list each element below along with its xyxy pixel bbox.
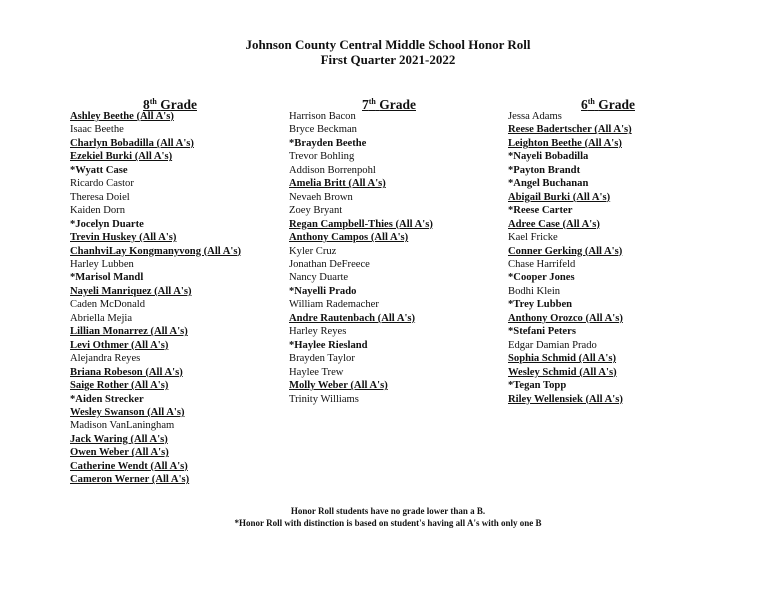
student-name: Harley Reyes: [289, 326, 347, 338]
student-name: Conner Gerking (All A's): [508, 245, 623, 257]
student-name: *Aiden Strecker: [70, 393, 144, 405]
student-name: Chase Harrifeld: [508, 258, 576, 270]
student-name: Levi Othmer (All A's): [70, 339, 169, 351]
student-name: Edgar Damian Prado: [508, 339, 597, 351]
student-name: Riley Wellensiek (All A's): [508, 393, 623, 405]
student-name: Briana Robeson (All A's): [70, 366, 183, 378]
student-name: *Reese Carter: [508, 205, 573, 217]
grade-6-list: [508, 110, 708, 406]
student-name: Abriella Mejia: [70, 312, 133, 324]
grade-8-heading: 8th Grade: [143, 97, 197, 112]
student-name: *Haylee Riesland: [289, 339, 368, 351]
student-name: Nevaeh Brown: [289, 191, 353, 203]
student-name: Abigail Burki (All A's): [508, 191, 611, 203]
grade-7-heading: 7th Grade: [362, 97, 416, 112]
student-name: Adree Case (All A's): [508, 218, 600, 230]
student-name: *Nayeli Bobadilla: [508, 151, 589, 163]
student-name: Amelia Britt (All A's): [289, 178, 386, 190]
student-name: Nayeli Manriquez (All A's): [70, 285, 192, 297]
student-name: Reese Badertscher (All A's): [508, 124, 632, 136]
grade-7-column: [289, 94, 489, 406]
student-name: William Rademacher: [289, 299, 379, 311]
student-name: Theresa Doiel: [70, 191, 130, 203]
student-name: *Brayden Beethe: [289, 137, 367, 149]
student-name: *Payton Brandt: [508, 164, 581, 176]
student-name: Jonathan DeFreece: [289, 258, 370, 270]
student-name: Owen Weber (All A's): [70, 447, 169, 459]
student-name: Zoey Bryant: [289, 205, 343, 217]
student-name: Wesley Swanson (All A's): [70, 406, 185, 418]
student-name: *Trey Lubben: [508, 299, 573, 311]
student-name: Haylee Trew: [289, 366, 344, 378]
student-name: Addison Borrenpohl: [289, 164, 376, 176]
student-name: Catherine Wendt (All A's): [70, 460, 188, 472]
student-name: Molly Weber (All A's): [289, 380, 388, 392]
student-name: Harrison Bacon: [289, 111, 356, 122]
student-name: Anthony Orozco (All A's): [508, 312, 623, 324]
student-name: Alejandra Reyes: [70, 353, 141, 365]
student-name: Wesley Schmid (All A's): [508, 366, 617, 378]
student-name: *Marisol Mandl: [70, 272, 144, 284]
student-name: Kyler Cruz: [289, 245, 337, 257]
student-name: Jack Waring (All A's): [70, 433, 168, 445]
student-name: *Stefani Peters: [508, 326, 576, 338]
student-name: Ricardo Castor: [70, 178, 134, 190]
student-name: Leighton Beethe (All A's): [508, 137, 622, 149]
student-name: Regan Campbell-Thies (All A's): [289, 218, 433, 230]
student-name: Kael Fricke: [508, 232, 558, 244]
student-name: *Jocelyn Duarte: [70, 218, 144, 230]
grade-6-column: [508, 94, 708, 406]
student-name: Madison VanLaningham: [70, 420, 175, 432]
student-name: *Cooper Jones: [508, 272, 575, 284]
grade-7-list: [289, 110, 489, 406]
student-name: Harley Lubben: [70, 258, 134, 270]
student-name: Kaiden Dorn: [70, 205, 126, 217]
student-name: Ezekiel Burki (All A's): [70, 151, 173, 163]
student-name: *Wyatt Case: [70, 164, 128, 176]
student-name: Andre Rautenbach (All A's): [289, 312, 416, 324]
student-name: *Nayelli Prado: [289, 285, 357, 297]
student-name: *Tegan Topp: [508, 380, 567, 392]
student-name: *Angel Buchanan: [508, 178, 589, 190]
student-name: Trinity Williams: [289, 393, 359, 405]
student-name: Isaac Beethe: [70, 124, 124, 136]
footer-distinction-note: *Honor Roll with distinction is based on student's having all A's with only one B: [234, 518, 542, 528]
grade-8-list: [70, 110, 270, 487]
grade-6-heading: 6th Grade: [581, 97, 635, 112]
student-name: Ashley Beethe (All A's): [70, 111, 174, 122]
student-name: Brayden Taylor: [289, 353, 355, 365]
student-name: Charlyn Bobadilla (All A's): [70, 137, 194, 149]
student-name: Lillian Monarrez (All A's): [70, 326, 188, 338]
student-name: ChanhviLay Kongmanyvong (All A's): [70, 245, 242, 257]
student-name: Nancy Duarte: [289, 272, 349, 284]
student-name: Anthony Campos (All A's): [289, 232, 409, 244]
student-name: Trevin Huskey (All A's): [70, 232, 177, 244]
footer-note: Honor Roll students have no grade lower than a B.: [290, 506, 486, 516]
student-name: Saige Rother (All A's): [70, 380, 169, 392]
student-name: Bryce Beckman: [289, 124, 357, 136]
page-subtitle: First Quarter 2021-2022: [320, 52, 456, 67]
student-name: Cameron Werner (All A's): [70, 474, 190, 486]
grade-8-column: [70, 94, 270, 487]
student-name: Caden McDonald: [70, 299, 146, 311]
student-name: Bodhi Klein: [508, 285, 561, 297]
student-name: Jessa Adams: [508, 111, 562, 122]
student-name: Sophia Schmid (All A's): [508, 353, 617, 365]
student-name: Trevor Bohling: [289, 151, 355, 163]
page-title: Johnson County Central Middle School Honor Roll: [245, 37, 531, 52]
